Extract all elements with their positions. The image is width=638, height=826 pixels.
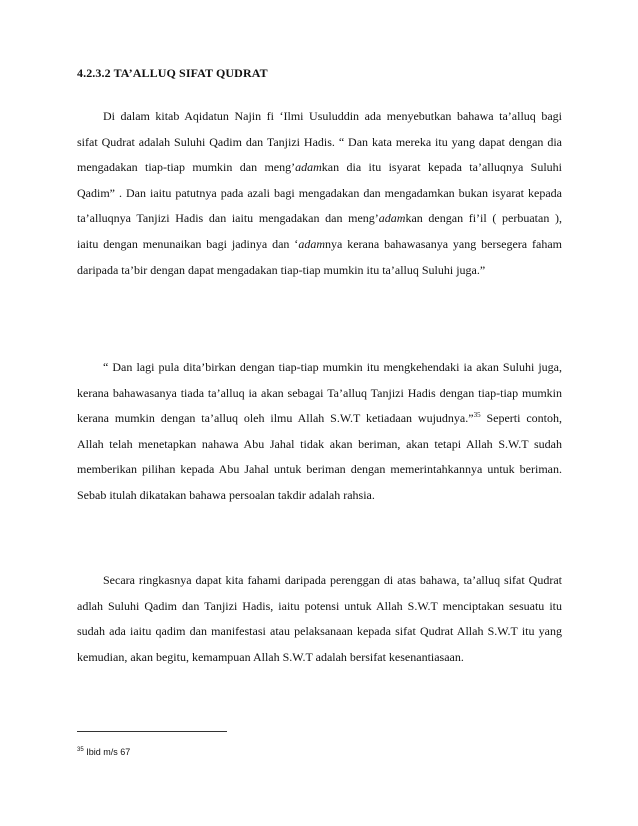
paragraph-line: daripada ta’bir dengan dapat mengadakan tiap-tiap mumkin itu ta’alluq Suluhi juga.” [77,262,486,277]
section-heading: 4.2.3.2 TA’ALLUQ SIFAT QUDRAT [77,66,268,80]
italic-term: adam [298,236,325,251]
paragraph-line: adlah Suluhi Qadim dan Tanjizi Hadis, iaitu potensi untuk Allah S.W.T menciptakan sesuatu itu [77,598,562,613]
paragraph-line: “ Dan lagi pula dita’birkan dengan tiap-tiap mumkin itu mengkehendaki ia akan Suluhi juga, [103,360,562,374]
paragraph-1 [77,107,562,286]
paragraph-line: kerana bahawasanya tiada ta’alluq ia akan sebagai Ta’alluq Tanjizi Hadis dengan tiap-tiap mumkin [77,385,562,400]
footnote-reference: 35 [473,411,481,420]
paragraph-line: Allah telah menetapkan nahawa Abu Jahal tidak akan beriman, akan tetapi Allah S.W.T sudah [77,436,562,451]
paragraph-line: ta’alluqnya Tanjizi Hadis dan iaitu mengadakan dan meng’adamkan dengan fi’il ( perbuatan ), [77,211,562,226]
paragraph-3 [77,571,562,673]
paragraph-line: mengadakan tiap-tiap mumkin dan meng’adamkan dia itu isyarat kepada ta’alluqnya Suluhi [77,160,563,175]
paragraph-line: kerana mumkin dengan ta’alluq oleh ilmu Allah S.W.T ketiadaan wujudnya.”$^{35}$ Seperti contoh, [77,411,563,426]
paragraph-line: Qadim” . Dan iaitu patutnya pada azali bagi mengadakan dan mengadamkan bukan isyarat kepada [77,185,562,200]
italic-term: adam [378,211,406,226]
paragraph-line: sudah ada iaitu qadim dan manifestasi atau pelaksanaan kepada sifat Qudrat Allah S.W.T itu yang [77,624,562,639]
paragraph-line: Di dalam kitab Aqidatun Najin fi ‘Ilmi Usuluddin ada menyebutkan bahawa ta’alluq bagi [103,109,562,123]
italic-term: adam [295,160,322,175]
paragraph-line: sifat Qudrat adalah Suluhi Qadim dan Tanjizi Hadis. “ Dan kata mereka itu yang dapat dengan dia [77,134,562,149]
paragraph-line: iaitu dengan menunaikan bagi jadinya dan ‘adamnya kerana bahawasanya yang bersegera faham [77,236,563,251]
paragraph-line: kemudian, akan begitu, kemampuan Allah S.W.T adalah bersifat kesenantiasaan. [77,649,464,664]
paragraph-line: Secara ringkasnya dapat kita fahami daripada perenggan di atas bahawa, ta’alluq sifat Qudrat [103,573,562,587]
footnote-text: Ibid m/s 67 [83,747,131,757]
footnote [77,747,130,757]
footnote-number: 35 [77,747,84,753]
paragraph-line: memberikan pilihan kepada Abu Jahal untuk beriman dengan memerintahkannya untuk beriman. [77,462,562,477]
paragraph-2 [77,358,562,512]
paragraph-line: Sebab itulah dikatakan bahawa persoalan takdir adalah rahsia. [77,487,375,502]
footnote-divider [77,731,227,732]
